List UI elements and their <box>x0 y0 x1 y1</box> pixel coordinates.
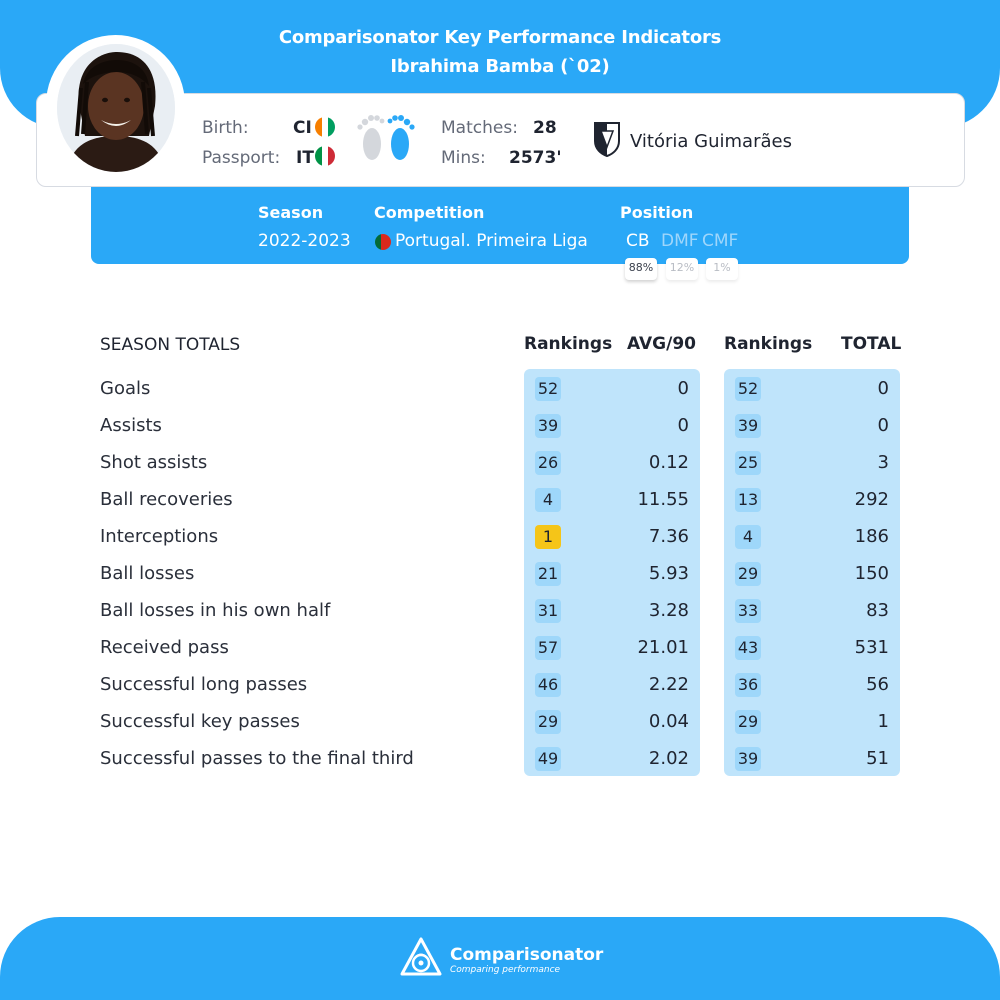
matches-value: 28 <box>533 118 557 138</box>
avg90-header: AVG/90 <box>627 334 696 354</box>
total-rank-chip: 13 <box>735 488 761 512</box>
avg90-value: 11.55 <box>637 489 689 510</box>
row-label: Shot assists <box>100 452 208 473</box>
position-dmf: DMF <box>661 231 699 251</box>
avg90-value: 3.28 <box>648 600 689 621</box>
avg-rank-chip: 46 <box>535 673 561 697</box>
avg90-value: 21.01 <box>637 637 689 658</box>
feet-icon <box>356 110 418 168</box>
avg90-value: 5.93 <box>648 563 689 584</box>
total-value: 51 <box>866 748 889 769</box>
total-rank-chip: 25 <box>735 451 761 475</box>
total-rank-chip: 33 <box>735 599 761 623</box>
passport-country: IT <box>296 148 314 168</box>
position-cmf: CMF <box>702 231 739 251</box>
total-value: 56 <box>866 674 889 695</box>
total-value: 531 <box>854 637 889 658</box>
rankings-avg-header: Rankings <box>524 334 613 354</box>
avg90-value: 0.12 <box>648 452 689 473</box>
row-label: Successful key passes <box>100 711 300 732</box>
passport-label: Passport: <box>202 148 281 168</box>
row-label: Successful passes to the final third <box>100 748 414 769</box>
avg-rank-chip: 21 <box>535 562 561 586</box>
avg90-value: 0.04 <box>648 711 689 732</box>
ivory-coast-flag-icon <box>315 117 335 137</box>
total-rank-chip: 36 <box>735 673 761 697</box>
season-band <box>91 187 909 264</box>
avatar <box>57 44 175 172</box>
matches-label: Matches: <box>441 118 518 138</box>
position-dmf-pct: 12% <box>666 258 698 280</box>
total-rank-chip: 29 <box>735 562 761 586</box>
total-value: 150 <box>854 563 889 584</box>
position-cb: CB <box>626 231 650 251</box>
birth-label: Birth: <box>202 118 249 138</box>
total-rank-chip: 29 <box>735 710 761 734</box>
competition-label: Competition <box>374 203 485 222</box>
page-title: Comparisonator Key Performance Indicators <box>278 27 722 48</box>
player-title: Ibrahima Bamba (`02) <box>390 56 610 77</box>
avg-rank-chip: 29 <box>535 710 561 734</box>
row-label: Ball losses <box>100 563 195 584</box>
avg-rank-chip: 1 <box>535 525 561 549</box>
avg-rank-chip: 31 <box>535 599 561 623</box>
portugal-flag-icon <box>375 234 391 250</box>
row-label: Interceptions <box>100 526 219 547</box>
total-rank-chip: 4 <box>735 525 761 549</box>
total-value: 83 <box>866 600 889 621</box>
row-label: Ball recoveries <box>100 489 233 510</box>
birth-country: CI <box>293 118 312 138</box>
row-label: Goals <box>100 378 151 399</box>
avg90-value: 2.22 <box>648 674 689 695</box>
total-value: 1 <box>877 711 889 732</box>
total-value: 186 <box>854 526 889 547</box>
mins-value: 2573' <box>509 148 562 168</box>
rankings-total-header: Rankings <box>724 334 813 354</box>
total-value: 0 <box>877 378 889 399</box>
total-rank-chip: 39 <box>735 414 761 438</box>
position-cb-pct: 88% <box>625 258 657 280</box>
italy-flag-icon <box>315 146 335 166</box>
competition-value: Portugal. Primeira Liga <box>395 231 588 251</box>
row-label: Assists <box>100 415 162 436</box>
season-value: 2022-2023 <box>258 231 351 251</box>
comparisonator-logo-icon <box>399 936 443 980</box>
row-label: Successful long passes <box>100 674 308 695</box>
avg-rank-chip: 26 <box>535 451 561 475</box>
avg90-value: 0 <box>677 415 689 436</box>
total-rank-chip: 43 <box>735 636 761 660</box>
mins-label: Mins: <box>441 148 486 168</box>
avg-rank-chip: 4 <box>535 488 561 512</box>
row-label: Received pass <box>100 637 229 658</box>
position-label: Position <box>620 203 694 222</box>
season-label: Season <box>258 203 324 222</box>
total-rank-chip: 39 <box>735 747 761 771</box>
position-cmf-pct: 1% <box>706 258 738 280</box>
avg90-value: 7.36 <box>648 526 689 547</box>
brand-name: Comparisonator <box>450 945 604 965</box>
total-header: TOTAL <box>841 334 902 354</box>
total-rank-chip: 52 <box>735 377 761 401</box>
total-value: 292 <box>854 489 889 510</box>
avg90-value: 2.02 <box>648 748 689 769</box>
avg-rank-chip: 39 <box>535 414 561 438</box>
avg90-value: 0 <box>677 378 689 399</box>
avg-rank-chip: 49 <box>535 747 561 771</box>
total-value: 0 <box>877 415 889 436</box>
table-title: SEASON TOTALS <box>100 335 241 355</box>
club-name: Vitória Guimarães <box>630 131 792 152</box>
avg-rank-chip: 52 <box>535 377 561 401</box>
row-label: Ball losses in his own half <box>100 600 331 621</box>
total-value: 3 <box>877 452 889 473</box>
avg-rank-chip: 57 <box>535 636 561 660</box>
club-crest-icon <box>593 121 621 157</box>
brand-tagline: Comparing performance <box>450 965 561 975</box>
